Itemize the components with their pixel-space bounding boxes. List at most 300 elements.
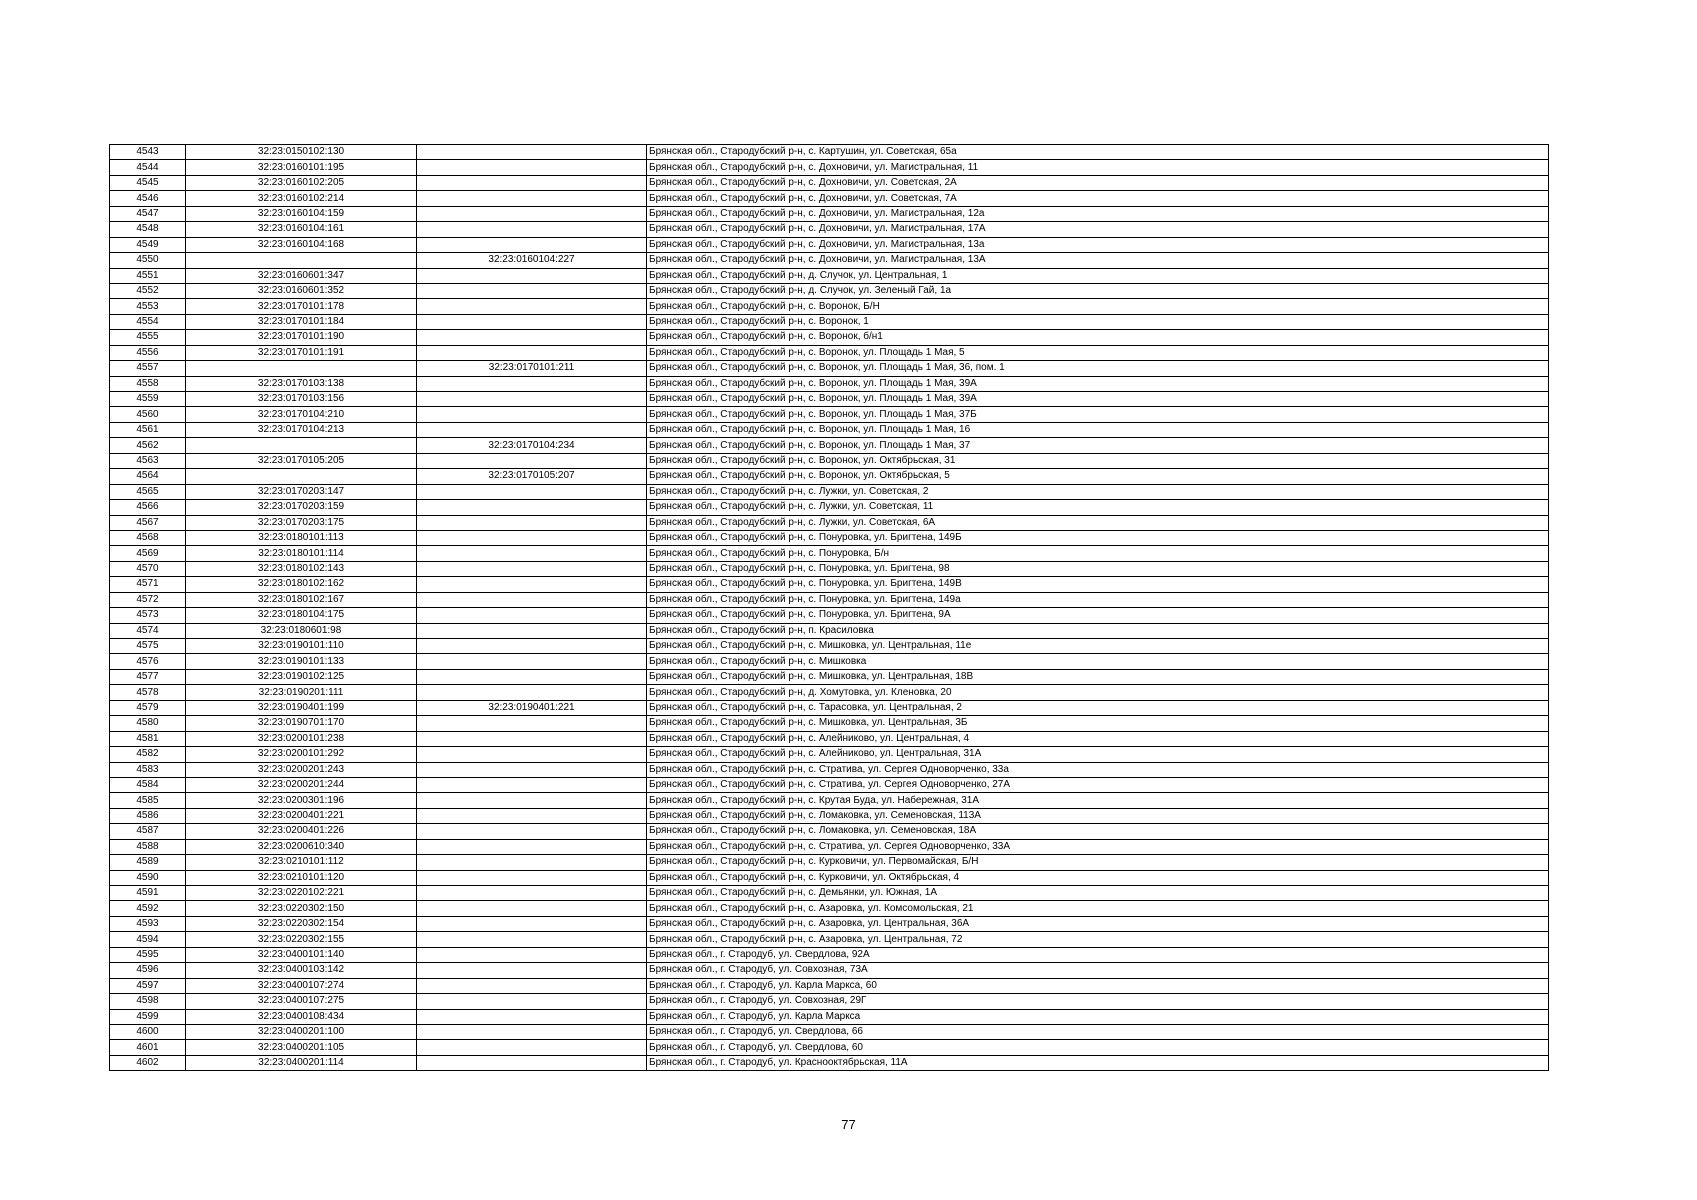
table-row (110, 453, 1549, 468)
cadastral-number-cell: 32:23:0170203:175 (186, 515, 417, 530)
linked-cadastral-number-cell (417, 237, 647, 252)
row-number-cell: 4557 (110, 361, 186, 376)
address-cell: Брянская обл., Стародубский р-н, с. Дохновичи, ул. Магистральная, 13А (647, 253, 1549, 268)
cadastral-number-cell: 32:23:0220302:150 (186, 901, 417, 916)
linked-cadastral-number-cell (417, 206, 647, 221)
row-number-cell: 4600 (110, 1024, 186, 1039)
linked-cadastral-number-cell (417, 654, 647, 669)
row-number-cell: 4558 (110, 376, 186, 391)
cadastral-number-cell: 32:23:0170101:190 (186, 330, 417, 345)
row-number-cell: 4578 (110, 685, 186, 700)
linked-cadastral-number-cell (417, 932, 647, 947)
linked-cadastral-number-cell (417, 592, 647, 607)
table-row (110, 222, 1549, 237)
cadastral-number-cell: 32:23:0200101:292 (186, 747, 417, 762)
row-number-cell: 4543 (110, 145, 186, 160)
address-cell: Брянская обл., Стародубский р-н, с. Понуровка, ул. Бригтена, 149а (647, 592, 1549, 607)
row-number-cell: 4565 (110, 484, 186, 499)
table-row (110, 623, 1549, 638)
address-cell: Брянская обл., Стародубский р-н, с. Стратива, ул. Сергея Одноворченко, 33А (647, 839, 1549, 854)
row-number-cell: 4592 (110, 901, 186, 916)
table-row (110, 839, 1549, 854)
row-number-cell: 4551 (110, 268, 186, 283)
address-cell: Брянская обл., Стародубский р-н, с. Дохновичи, ул. Магистральная, 13а (647, 237, 1549, 252)
table-row (110, 206, 1549, 221)
cadastral-number-cell: 32:23:0170105:205 (186, 453, 417, 468)
row-number-cell: 4566 (110, 500, 186, 515)
row-number-cell: 4575 (110, 639, 186, 654)
linked-cadastral-number-cell (417, 824, 647, 839)
table-row (110, 484, 1549, 499)
row-number-cell: 4602 (110, 1055, 186, 1070)
cadastral-number-cell (186, 253, 417, 268)
linked-cadastral-number-cell (417, 561, 647, 576)
cadastral-number-cell: 32:23:0150102:130 (186, 145, 417, 160)
cadastral-number-cell: 32:23:0200201:244 (186, 777, 417, 792)
table-row (110, 160, 1549, 175)
linked-cadastral-number-cell (417, 870, 647, 885)
linked-cadastral-number-cell (417, 222, 647, 237)
cadastral-number-cell: 32:23:0160601:347 (186, 268, 417, 283)
linked-cadastral-number-cell (417, 530, 647, 545)
table-row (110, 515, 1549, 530)
cadastral-number-cell: 32:23:0180102:167 (186, 592, 417, 607)
address-cell: Брянская обл., Стародубский р-н, с. Воронок, Б/Н (647, 299, 1549, 314)
linked-cadastral-number-cell (417, 345, 647, 360)
address-cell: Брянская обл., Стародубский р-н, с. Стратива, ул. Сергея Одноворченко, 27А (647, 777, 1549, 792)
row-number-cell: 4595 (110, 947, 186, 962)
linked-cadastral-number-cell (417, 747, 647, 762)
table-row (110, 700, 1549, 715)
row-number-cell: 4581 (110, 731, 186, 746)
row-number-cell: 4546 (110, 191, 186, 206)
address-cell: Брянская обл., Стародубский р-н, с. Дохновичи, ул. Магистральная, 11 (647, 160, 1549, 175)
linked-cadastral-number-cell (417, 160, 647, 175)
table-row (110, 685, 1549, 700)
table-row (110, 762, 1549, 777)
address-cell: Брянская обл., Стародубский р-н, с. Лужки, ул. Советская, 11 (647, 500, 1549, 515)
cadastral-number-cell (186, 361, 417, 376)
row-number-cell: 4601 (110, 1040, 186, 1055)
linked-cadastral-number-cell (417, 947, 647, 962)
linked-cadastral-number-cell (417, 994, 647, 1009)
row-number-cell: 4574 (110, 623, 186, 638)
cadastral-number-cell: 32:23:0170203:147 (186, 484, 417, 499)
cadastral-number-cell: 32:23:0200610:340 (186, 839, 417, 854)
row-number-cell: 4571 (110, 577, 186, 592)
address-cell: Брянская обл., Стародубский р-н, с. Алейниково, ул. Центральная, 31А (647, 747, 1549, 762)
table-row (110, 855, 1549, 870)
cadastral-number-cell: 32:23:0160102:205 (186, 175, 417, 190)
table-row (110, 901, 1549, 916)
cadastral-number-cell: 32:23:0170104:213 (186, 422, 417, 437)
cadastral-number-cell: 32:23:0190201:111 (186, 685, 417, 700)
row-number-cell: 4556 (110, 345, 186, 360)
linked-cadastral-number-cell (417, 1024, 647, 1039)
row-number-cell: 4549 (110, 237, 186, 252)
linked-cadastral-number-cell (417, 453, 647, 468)
row-number-cell: 4573 (110, 608, 186, 623)
address-cell: Брянская обл., Стародубский р-н, с. Алейниково, ул. Центральная, 4 (647, 731, 1549, 746)
linked-cadastral-number-cell (417, 407, 647, 422)
row-number-cell: 4569 (110, 546, 186, 561)
table-row (110, 175, 1549, 190)
cadastral-number-cell: 32:23:0210101:112 (186, 855, 417, 870)
registry-body (110, 145, 1549, 1071)
address-cell: Брянская обл., Стародубский р-н, с. Ломаковка, ул. Семеновская, 113А (647, 808, 1549, 823)
table-row (110, 330, 1549, 345)
table-row (110, 283, 1549, 298)
address-cell: Брянская обл., Стародубский р-н, д. Случок, ул. Зеленый Гай, 1а (647, 283, 1549, 298)
address-cell: Брянская обл., Стародубский р-н, с. Картушин, ул. Советская, 65а (647, 145, 1549, 160)
address-cell: Брянская обл., Стародубский р-н, с. Воронок, 1 (647, 314, 1549, 329)
table-row (110, 253, 1549, 268)
table-row (110, 145, 1549, 160)
table-row (110, 793, 1549, 808)
address-cell: Брянская обл., Стародубский р-н, с. Воронок, ул. Площадь 1 Мая, 36, пом. 1 (647, 361, 1549, 376)
table-row (110, 546, 1549, 561)
table-row (110, 824, 1549, 839)
linked-cadastral-number-cell (417, 515, 647, 530)
address-cell: Брянская обл., г. Стародуб, ул. Карла Маркса (647, 1009, 1549, 1024)
address-cell: Брянская обл., г. Стародуб, ул. Свердлова, 60 (647, 1040, 1549, 1055)
linked-cadastral-number-cell: 32:23:0190401:221 (417, 700, 647, 715)
linked-cadastral-number-cell (417, 762, 647, 777)
cadastral-number-cell: 32:23:0200401:226 (186, 824, 417, 839)
cadastral-number-cell: 32:23:0160104:161 (186, 222, 417, 237)
table-row (110, 191, 1549, 206)
linked-cadastral-number-cell (417, 808, 647, 823)
table-row (110, 530, 1549, 545)
address-cell: Брянская обл., Стародубский р-н, с. Воронок, ул. Площадь 1 Мая, 37 (647, 438, 1549, 453)
address-cell: Брянская обл., Стародубский р-н, с. Курковичи, ул. Октябрьская, 4 (647, 870, 1549, 885)
linked-cadastral-number-cell (417, 669, 647, 684)
cadastral-number-cell: 32:23:0190401:199 (186, 700, 417, 715)
table-row (110, 361, 1549, 376)
linked-cadastral-number-cell (417, 314, 647, 329)
cadastral-number-cell: 32:23:0160104:159 (186, 206, 417, 221)
cadastral-number-cell: 32:23:0200101:238 (186, 731, 417, 746)
address-cell: Брянская обл., Стародубский р-н, с. Мишковка, ул. Центральная, 11е (647, 639, 1549, 654)
cadastral-number-cell: 32:23:0220302:155 (186, 932, 417, 947)
linked-cadastral-number-cell (417, 963, 647, 978)
cadastral-number-cell (186, 469, 417, 484)
row-number-cell: 4570 (110, 561, 186, 576)
linked-cadastral-number-cell (417, 608, 647, 623)
address-cell: Брянская обл., Стародубский р-н, с. Воронок, ул. Площадь 1 Мая, 39А (647, 376, 1549, 391)
cadastral-number-cell: 32:23:0210101:120 (186, 870, 417, 885)
address-cell: Брянская обл., Стародубский р-н, с. Воронок, ул. Площадь 1 Мая, 16 (647, 422, 1549, 437)
address-cell: Брянская обл., г. Стародуб, ул. Краснооктябрьская, 11А (647, 1055, 1549, 1070)
cadastral-number-cell: 32:23:0400201:114 (186, 1055, 417, 1070)
table-row (110, 886, 1549, 901)
linked-cadastral-number-cell (417, 1009, 647, 1024)
linked-cadastral-number-cell (417, 283, 647, 298)
table-row (110, 392, 1549, 407)
linked-cadastral-number-cell: 32:23:0170101:211 (417, 361, 647, 376)
address-cell: Брянская обл., Стародубский р-н, с. Мишковка (647, 654, 1549, 669)
linked-cadastral-number-cell (417, 299, 647, 314)
linked-cadastral-number-cell (417, 978, 647, 993)
row-number-cell: 4553 (110, 299, 186, 314)
cadastral-number-cell: 32:23:0180101:113 (186, 530, 417, 545)
row-number-cell: 4594 (110, 932, 186, 947)
linked-cadastral-number-cell (417, 484, 647, 499)
linked-cadastral-number-cell (417, 376, 647, 391)
table-row (110, 870, 1549, 885)
cadastral-number-cell: 32:23:0400201:105 (186, 1040, 417, 1055)
row-number-cell: 4564 (110, 469, 186, 484)
table-row (110, 747, 1549, 762)
linked-cadastral-number-cell (417, 392, 647, 407)
table-row (110, 731, 1549, 746)
page-number: 77 (841, 1117, 856, 1132)
row-number-cell: 4568 (110, 530, 186, 545)
row-number-cell: 4550 (110, 253, 186, 268)
table-row (110, 500, 1549, 515)
address-cell: Брянская обл., Стародубский р-н, с. Воронок, ул. Площадь 1 Мая, 5 (647, 345, 1549, 360)
address-cell: Брянская обл., Стародубский р-н, с. Воронок, ул. Октябрьская, 5 (647, 469, 1549, 484)
linked-cadastral-number-cell (417, 1055, 647, 1070)
cadastral-number-cell: 32:23:0170103:156 (186, 392, 417, 407)
row-number-cell: 4585 (110, 793, 186, 808)
row-number-cell: 4577 (110, 669, 186, 684)
row-number-cell: 4586 (110, 808, 186, 823)
cadastral-number-cell: 32:23:0200401:221 (186, 808, 417, 823)
address-cell: Брянская обл., Стародубский р-н, с. Дохновичи, ул. Советская, 2А (647, 175, 1549, 190)
linked-cadastral-number-cell (417, 639, 647, 654)
row-number-cell: 4599 (110, 1009, 186, 1024)
table-row (110, 376, 1549, 391)
linked-cadastral-number-cell (417, 777, 647, 792)
cadastral-number-cell: 32:23:0160101:195 (186, 160, 417, 175)
cadastral-number-cell: 32:23:0400107:274 (186, 978, 417, 993)
cadastral-number-cell: 32:23:0170101:191 (186, 345, 417, 360)
row-number-cell: 4555 (110, 330, 186, 345)
address-cell: Брянская обл., Стародубский р-н, с. Понуровка, ул. Бригтена, 9А (647, 608, 1549, 623)
row-number-cell: 4582 (110, 747, 186, 762)
table-row (110, 947, 1549, 962)
address-cell: Брянская обл., Стародубский р-н, с. Демьянки, ул. Южная, 1А (647, 886, 1549, 901)
cadastral-number-cell: 32:23:0160104:168 (186, 237, 417, 252)
linked-cadastral-number-cell: 32:23:0160104:227 (417, 253, 647, 268)
table-row (110, 963, 1549, 978)
table-row (110, 639, 1549, 654)
table-row (110, 654, 1549, 669)
cadastral-number-cell: 32:23:0170203:159 (186, 500, 417, 515)
address-cell: Брянская обл., Стародубский р-н, с. Тарасовка, ул. Центральная, 2 (647, 700, 1549, 715)
address-cell: Брянская обл., Стародубский р-н, с. Дохновичи, ул. Советская, 7А (647, 191, 1549, 206)
cadastral-number-cell: 32:23:0200301:196 (186, 793, 417, 808)
table-row (110, 345, 1549, 360)
cadastral-number-cell: 32:23:0220302:154 (186, 916, 417, 931)
table-row (110, 608, 1549, 623)
address-cell: Брянская обл., г. Стародуб, ул. Свердлова, 66 (647, 1024, 1549, 1039)
cadastral-number-cell: 32:23:0400103:142 (186, 963, 417, 978)
table-row (110, 299, 1549, 314)
cadastral-number-cell: 32:23:0200201:243 (186, 762, 417, 777)
row-number-cell: 4589 (110, 855, 186, 870)
linked-cadastral-number-cell (417, 422, 647, 437)
linked-cadastral-number-cell: 32:23:0170104:234 (417, 438, 647, 453)
cadastral-number-cell: 32:23:0400101:140 (186, 947, 417, 962)
row-number-cell: 4593 (110, 916, 186, 931)
table-row (110, 1040, 1549, 1055)
row-number-cell: 4547 (110, 206, 186, 221)
table-row (110, 577, 1549, 592)
cadastral-number-cell: 32:23:0180101:114 (186, 546, 417, 561)
cadastral-number-cell: 32:23:0170101:178 (186, 299, 417, 314)
cadastral-number-cell (186, 438, 417, 453)
row-number-cell: 4544 (110, 160, 186, 175)
address-cell: Брянская обл., Стародубский р-н, с. Воронок, б/н1 (647, 330, 1549, 345)
row-number-cell: 4596 (110, 963, 186, 978)
row-number-cell: 4554 (110, 314, 186, 329)
address-cell: Брянская обл., Стародубский р-н, с. Стратива, ул. Сергея Одноворченко, 33а (647, 762, 1549, 777)
table-row (110, 438, 1549, 453)
address-cell: Брянская обл., Стародубский р-н, с. Крутая Буда, ул. Набережная, 31А (647, 793, 1549, 808)
address-cell: Брянская обл., Стародубский р-н, с. Воронок, ул. Площадь 1 Мая, 37Б (647, 407, 1549, 422)
row-number-cell: 4583 (110, 762, 186, 777)
linked-cadastral-number-cell (417, 855, 647, 870)
linked-cadastral-number-cell (417, 716, 647, 731)
address-cell: Брянская обл., г. Стародуб, ул. Карла Маркса, 60 (647, 978, 1549, 993)
linked-cadastral-number-cell (417, 886, 647, 901)
linked-cadastral-number-cell (417, 916, 647, 931)
table-row (110, 422, 1549, 437)
linked-cadastral-number-cell (417, 839, 647, 854)
row-number-cell: 4548 (110, 222, 186, 237)
address-cell: Брянская обл., Стародубский р-н, с. Мишковка, ул. Центральная, 3Б (647, 716, 1549, 731)
cadastral-number-cell: 32:23:0180104:175 (186, 608, 417, 623)
row-number-cell: 4587 (110, 824, 186, 839)
cadastral-number-cell: 32:23:0160102:214 (186, 191, 417, 206)
table-row (110, 268, 1549, 283)
linked-cadastral-number-cell (417, 577, 647, 592)
table-row (110, 1024, 1549, 1039)
table-row (110, 669, 1549, 684)
address-cell: Брянская обл., Стародубский р-н, с. Понуровка, ул. Бригтена, 149В (647, 577, 1549, 592)
linked-cadastral-number-cell (417, 623, 647, 638)
row-number-cell: 4561 (110, 422, 186, 437)
cadastral-number-cell: 32:23:0400108:434 (186, 1009, 417, 1024)
address-cell: Брянская обл., Стародубский р-н, с. Ломаковка, ул. Семеновская, 18А (647, 824, 1549, 839)
linked-cadastral-number-cell (417, 685, 647, 700)
linked-cadastral-number-cell (417, 500, 647, 515)
row-number-cell: 4562 (110, 438, 186, 453)
address-cell: Брянская обл., Стародубский р-н, с. Дохновичи, ул. Магистральная, 12а (647, 206, 1549, 221)
cadastral-number-cell: 32:23:0180102:143 (186, 561, 417, 576)
cadastral-number-cell: 32:23:0160601:352 (186, 283, 417, 298)
table-row (110, 407, 1549, 422)
address-cell: Брянская обл., Стародубский р-н, с. Азаровка, ул. Центральная, 36А (647, 916, 1549, 931)
address-cell: Брянская обл., Стародубский р-н, с. Воронок, ул. Октябрьская, 31 (647, 453, 1549, 468)
address-cell: Брянская обл., Стародубский р-н, с. Воронок, ул. Площадь 1 Мая, 39А (647, 392, 1549, 407)
linked-cadastral-number-cell (417, 546, 647, 561)
address-cell: Брянская обл., Стародубский р-н, с. Понуровка, ул. Бригтена, 149Б (647, 530, 1549, 545)
linked-cadastral-number-cell: 32:23:0170105:207 (417, 469, 647, 484)
linked-cadastral-number-cell (417, 191, 647, 206)
linked-cadastral-number-cell (417, 793, 647, 808)
address-cell: Брянская обл., Стародубский р-н, с. Дохновичи, ул. Магистральная, 17А (647, 222, 1549, 237)
row-number-cell: 4584 (110, 777, 186, 792)
row-number-cell: 4598 (110, 994, 186, 1009)
table-row (110, 314, 1549, 329)
row-number-cell: 4560 (110, 407, 186, 422)
address-cell: Брянская обл., г. Стародуб, ул. Совхозная, 29Г (647, 994, 1549, 1009)
row-number-cell: 4559 (110, 392, 186, 407)
address-cell: Брянская обл., Стародубский р-н, с. Курковичи, ул. Первомайская, Б/Н (647, 855, 1549, 870)
table-row (110, 808, 1549, 823)
address-cell: Брянская обл., г. Стародуб, ул. Совхозная, 73А (647, 963, 1549, 978)
row-number-cell: 4552 (110, 283, 186, 298)
row-number-cell: 4588 (110, 839, 186, 854)
registry-table (109, 144, 1549, 1071)
address-cell: Брянская обл., Стародубский р-н, д. Случок, ул. Центральная, 1 (647, 268, 1549, 283)
table-row (110, 1055, 1549, 1070)
table-row (110, 777, 1549, 792)
linked-cadastral-number-cell (417, 731, 647, 746)
cadastral-number-cell: 32:23:0170101:184 (186, 314, 417, 329)
address-cell: Брянская обл., Стародубский р-н, с. Азаровка, ул. Комсомольская, 21 (647, 901, 1549, 916)
table-row (110, 592, 1549, 607)
row-number-cell: 4563 (110, 453, 186, 468)
address-cell: Брянская обл., г. Стародуб, ул. Свердлова, 92А (647, 947, 1549, 962)
table-row (110, 469, 1549, 484)
cadastral-number-cell: 32:23:0190101:110 (186, 639, 417, 654)
address-cell: Брянская обл., Стародубский р-н, с. Понуровка, Б/н (647, 546, 1549, 561)
table-row (110, 561, 1549, 576)
cadastral-number-cell: 32:23:0190701:170 (186, 716, 417, 731)
table-row (110, 916, 1549, 931)
row-number-cell: 4597 (110, 978, 186, 993)
linked-cadastral-number-cell (417, 1040, 647, 1055)
row-number-cell: 4591 (110, 886, 186, 901)
table-row (110, 716, 1549, 731)
linked-cadastral-number-cell (417, 175, 647, 190)
table-row (110, 1009, 1549, 1024)
address-cell: Брянская обл., Стародубский р-н, с. Мишковка, ул. Центральная, 18В (647, 669, 1549, 684)
row-number-cell: 4576 (110, 654, 186, 669)
row-number-cell: 4579 (110, 700, 186, 715)
row-number-cell: 4590 (110, 870, 186, 885)
row-number-cell: 4580 (110, 716, 186, 731)
linked-cadastral-number-cell (417, 145, 647, 160)
address-cell: Брянская обл., Стародубский р-н, с. Понуровка, ул. Бригтена, 98 (647, 561, 1549, 576)
table-row (110, 994, 1549, 1009)
linked-cadastral-number-cell (417, 901, 647, 916)
row-number-cell: 4567 (110, 515, 186, 530)
cadastral-number-cell: 32:23:0180102:162 (186, 577, 417, 592)
linked-cadastral-number-cell (417, 268, 647, 283)
cadastral-number-cell: 32:23:0400107:275 (186, 994, 417, 1009)
linked-cadastral-number-cell (417, 330, 647, 345)
cadastral-number-cell: 32:23:0400201:100 (186, 1024, 417, 1039)
cadastral-number-cell: 32:23:0180601:98 (186, 623, 417, 638)
address-cell: Брянская обл., Стародубский р-н, п. Красиловка (647, 623, 1549, 638)
cadastral-number-cell: 32:23:0220102:221 (186, 886, 417, 901)
address-cell: Брянская обл., Стародубский р-н, с. Лужки, ул. Советская, 6А (647, 515, 1549, 530)
cadastral-number-cell: 32:23:0190101:133 (186, 654, 417, 669)
address-cell: Брянская обл., Стародубский р-н, с. Азаровка, ул. Центральная, 72 (647, 932, 1549, 947)
table-row (110, 237, 1549, 252)
cadastral-number-cell: 32:23:0170103:138 (186, 376, 417, 391)
cadastral-number-cell: 32:23:0190102:125 (186, 669, 417, 684)
row-number-cell: 4545 (110, 175, 186, 190)
cadastral-number-cell: 32:23:0170104:210 (186, 407, 417, 422)
address-cell: Брянская обл., Стародубский р-н, д. Хомутовка, ул. Кленовка, 20 (647, 685, 1549, 700)
table-row (110, 932, 1549, 947)
